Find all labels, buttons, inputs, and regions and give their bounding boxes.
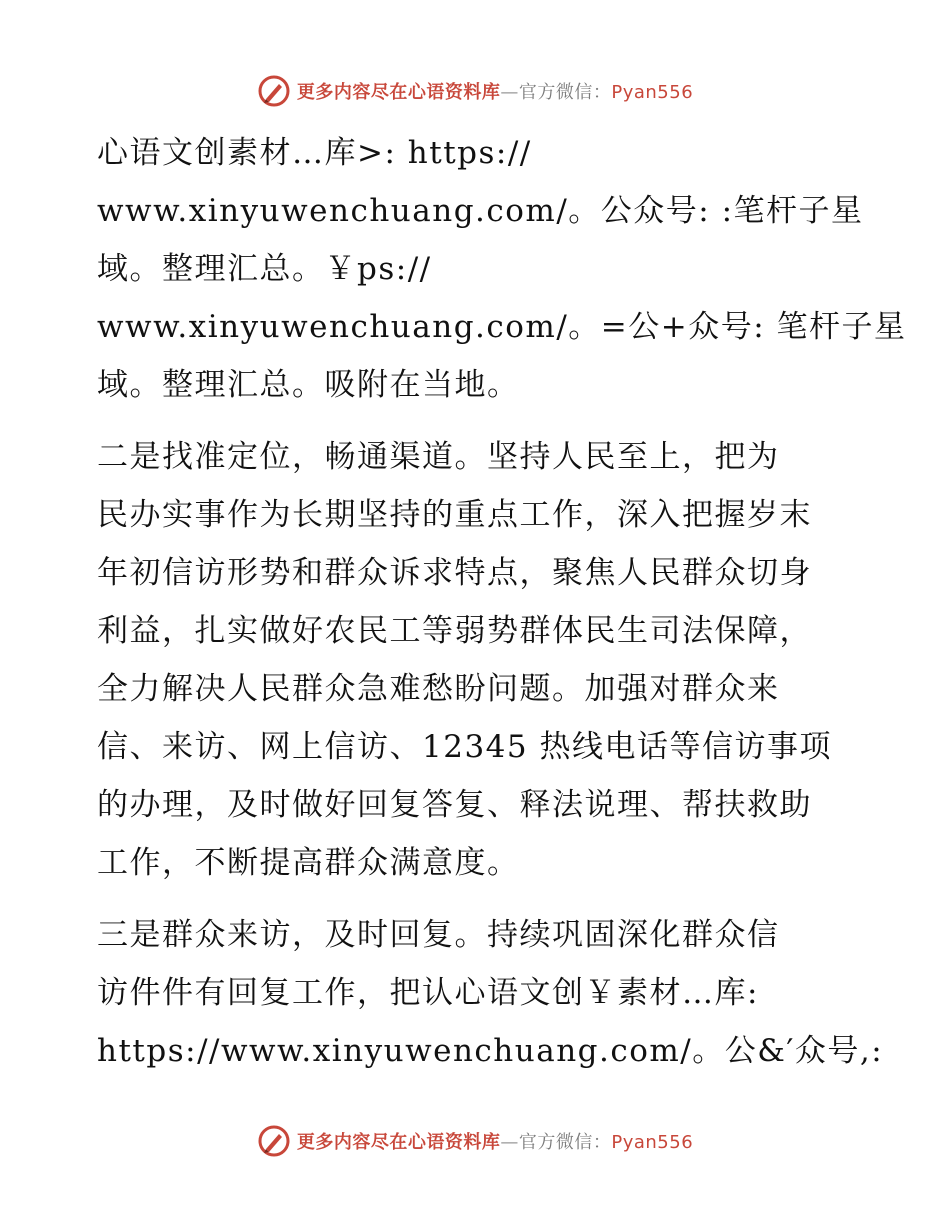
header-watermark xyxy=(0,71,950,111)
paragraph-2 xyxy=(97,428,857,892)
text-line: 民办实事作为长期坚持的重点工作，深入把握岁末 xyxy=(97,497,812,533)
text-line: 心语文创素材…库>: https:// xyxy=(97,135,532,171)
watermark-text xyxy=(297,78,693,104)
footer-watermark xyxy=(0,1121,950,1161)
paragraph-spacer xyxy=(97,892,857,906)
paragraph-1 xyxy=(97,124,907,414)
text-line: 年初信访形势和群众诉求特点，聚焦人民群众切身 xyxy=(97,555,812,591)
watermark-label: 官方微信： xyxy=(518,1132,612,1153)
text-line: www.xinyuwenchuang.com/。公众号: :笔杆子星 xyxy=(97,193,864,229)
document-body xyxy=(97,124,907,1080)
text-line: 全力解决人民群众急难愁盼问题。加强对群众来 xyxy=(97,671,780,707)
text-line: www.xinyuwenchuang.com/。=公+众号: 笔杆子星 xyxy=(97,309,907,345)
watermark-account: Pyan556 xyxy=(611,1132,694,1153)
text-line: 工作，不断提高群众满意度。 xyxy=(97,845,520,881)
watermark-label: 官方微信： xyxy=(518,82,612,103)
paragraph-3 xyxy=(97,906,884,1080)
text-line: https://www.xinyuwenchuang.com/。公&′众号,: xyxy=(97,1033,884,1069)
text-line: 的办理，及时做好回复答复、释法说理、帮扶救助 xyxy=(97,787,812,823)
text-line: 三是群众来访，及时回复。持续巩固深化群众信 xyxy=(97,917,780,953)
text-line: 信、来访、网上信访、12345 热线电话等信访事项 xyxy=(97,729,832,765)
text-line: 二是找准定位，畅通渠道。坚持人民至上，把为 xyxy=(97,439,780,475)
text-line: 域。整理汇总。￥ps:// xyxy=(97,251,432,287)
watermark-dash: — xyxy=(500,82,519,103)
paragraph-spacer xyxy=(97,414,857,428)
watermark-main-text: 更多内容尽在心语资料库 xyxy=(296,82,501,103)
watermark-main-text: 更多内容尽在心语资料库 xyxy=(296,1132,501,1153)
pen-logo-icon xyxy=(257,74,291,108)
watermark-account: Pyan556 xyxy=(611,82,694,103)
watermark-dash: — xyxy=(500,1132,519,1153)
text-line: 域。整理汇总。吸附在当地。 xyxy=(97,367,520,403)
text-line: 访件件有回复工作，把认心语文创￥素材…库: xyxy=(97,975,759,1011)
watermark-text xyxy=(297,1128,693,1154)
text-line: 利益，扎实做好农民工等弱势群体民生司法保障， xyxy=(97,613,812,649)
pen-logo-icon xyxy=(257,1124,291,1158)
